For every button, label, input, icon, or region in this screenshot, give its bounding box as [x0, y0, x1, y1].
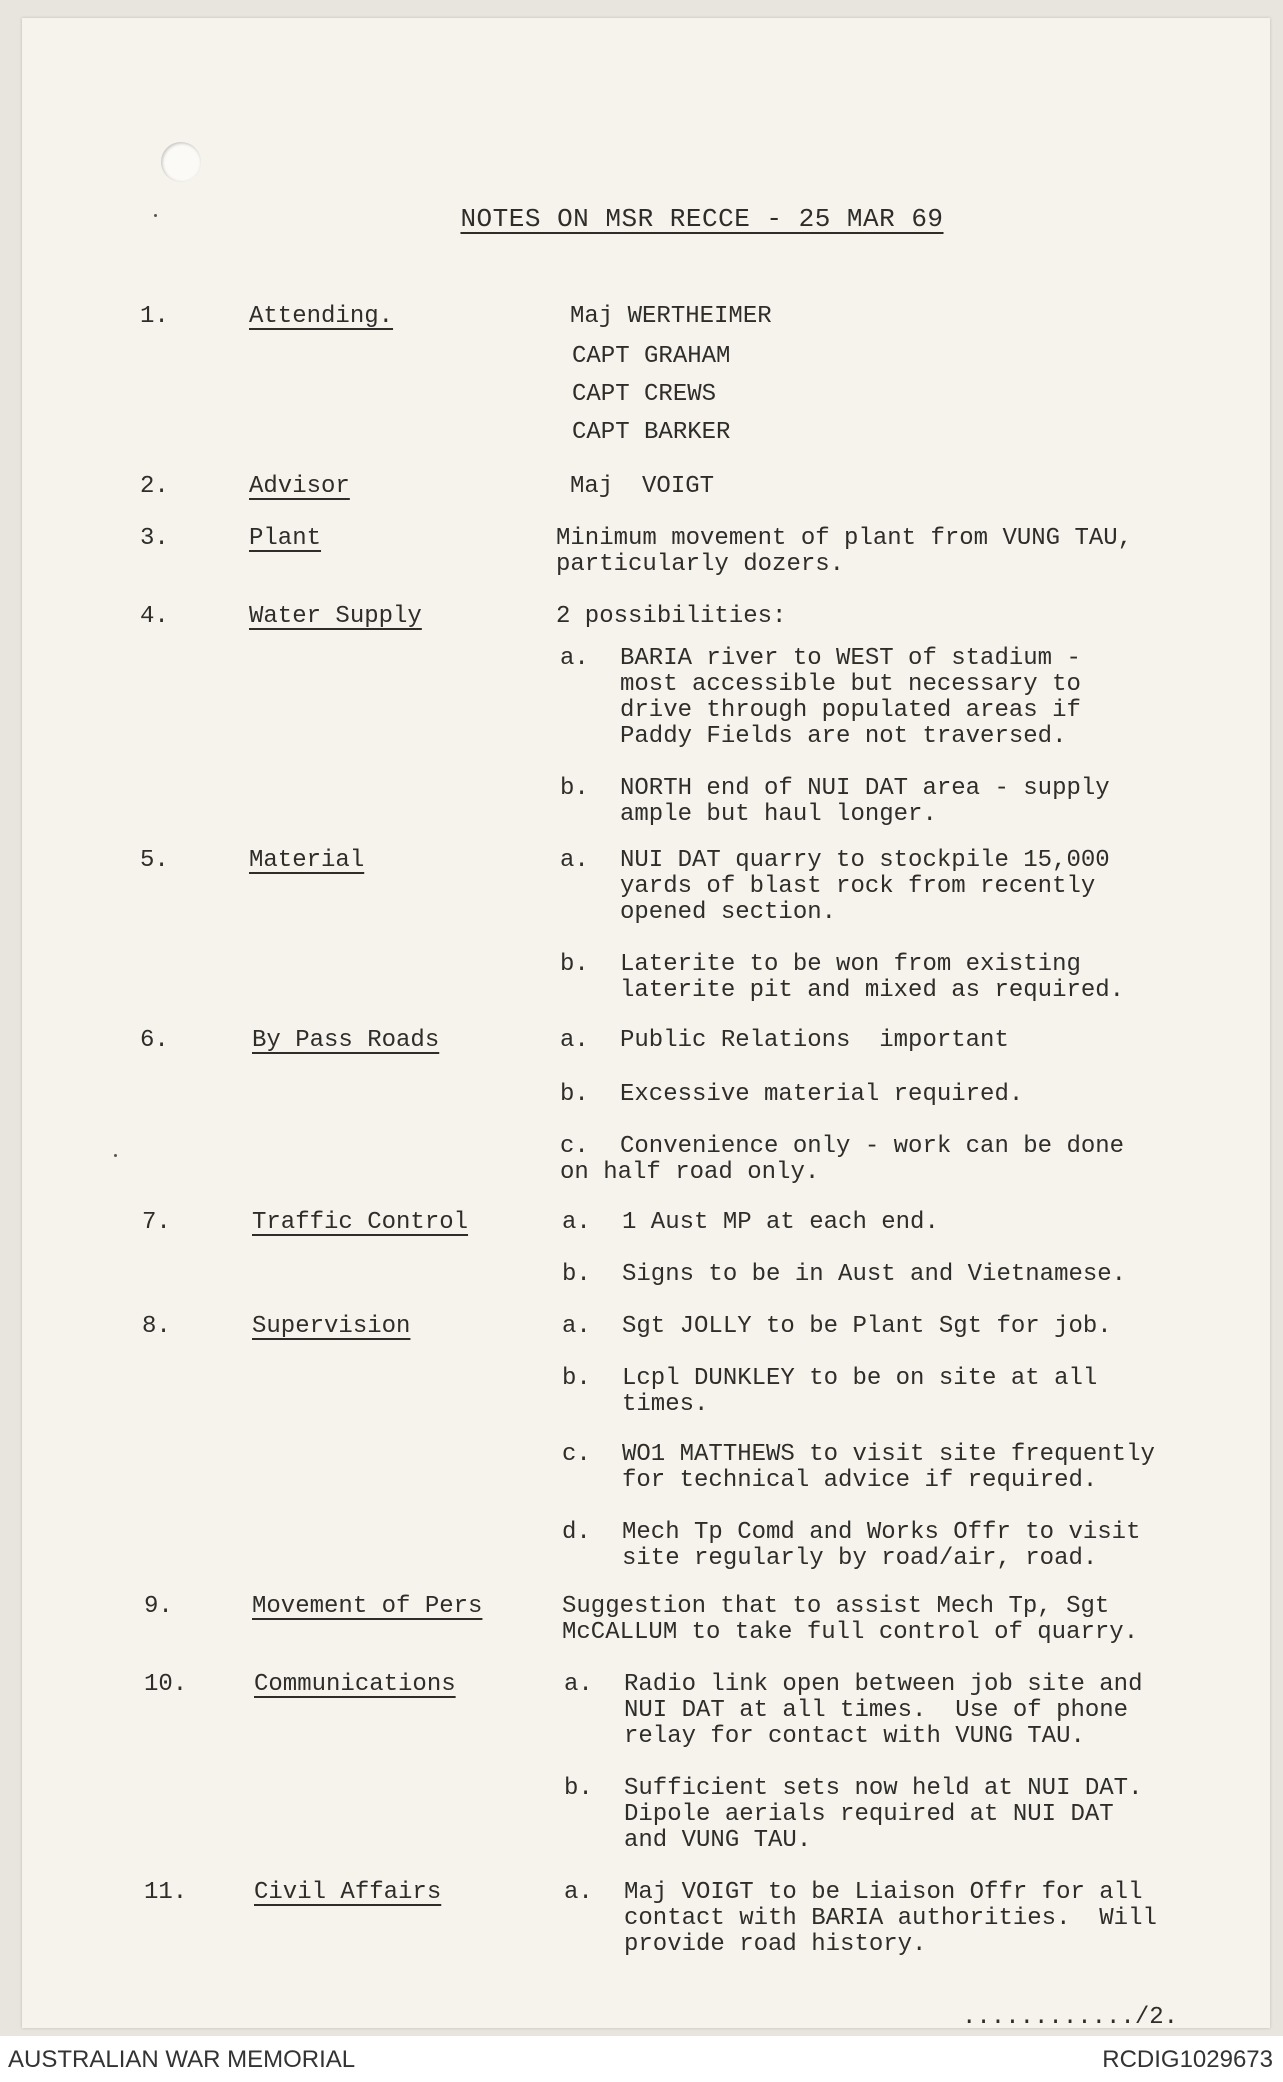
item-line: contact with BARIA authorities. Will	[624, 1905, 1157, 1932]
punch-hole	[161, 142, 201, 182]
item-line: relay for contact with VUNG TAU.	[624, 1723, 1085, 1750]
archive-id: RCDIG1029673	[1102, 2046, 1273, 2073]
section-number: 6.	[140, 1027, 169, 1054]
section-number: 2.	[140, 473, 169, 500]
item-label: b.	[560, 1081, 589, 1108]
item-label: b.	[560, 775, 589, 802]
section-heading: Supervision	[252, 1313, 411, 1340]
section-line: McCALLUM to take full control of quarry.	[562, 1619, 1139, 1646]
archive-name: AUSTRALIAN WAR MEMORIAL	[8, 2046, 356, 2073]
item-line: yards of blast rock from recently	[620, 873, 1096, 900]
item-line: Maj VOIGT to be Liaison Offr for all	[624, 1879, 1143, 1906]
item-label: a.	[562, 1313, 591, 1340]
section-heading: By Pass Roads	[252, 1027, 440, 1054]
item-line: Public Relations important	[620, 1027, 1009, 1054]
section-line: Maj WERTHEIMER	[570, 303, 772, 330]
item-line: BARIA river to WEST of stadium -	[620, 645, 1081, 672]
item-label: b.	[562, 1261, 591, 1288]
item-line: 1 Aust MP at each end.	[622, 1209, 939, 1236]
item-label: a.	[564, 1879, 593, 1906]
section-line: Maj VOIGT	[570, 473, 715, 500]
section-line: CAPT BARKER	[572, 419, 731, 446]
page-continuation: ............/2.	[962, 2004, 1179, 2031]
section-number: 11.	[144, 1879, 188, 1906]
section-number: 9.	[144, 1593, 173, 1620]
item-line: NORTH end of NUI DAT area - supply	[620, 775, 1110, 802]
section-heading: Attending.	[249, 303, 394, 330]
item-label: c.	[562, 1441, 591, 1468]
section-number: 1.	[140, 303, 169, 330]
section-number: 7.	[142, 1209, 171, 1236]
section-line: CAPT GRAHAM	[572, 343, 731, 370]
section-line: CAPT CREWS	[572, 381, 717, 408]
item-line: times.	[622, 1391, 709, 1418]
item-line: Sgt JOLLY to be Plant Sgt for job.	[622, 1313, 1112, 1340]
section-heading: Plant	[249, 525, 322, 552]
item-line: drive through populated areas if	[620, 697, 1081, 724]
item-line: laterite pit and mixed as required.	[620, 977, 1125, 1004]
section-line: Suggestion that to assist Mech Tp, Sgt	[562, 1593, 1110, 1620]
section-heading: Traffic Control	[252, 1209, 469, 1236]
item-line: NUI DAT quarry to stockpile 15,000	[620, 847, 1110, 874]
item-label: a.	[562, 1209, 591, 1236]
item-line: Mech Tp Comd and Works Offr to visit	[622, 1519, 1141, 1546]
archive-watermark-bar	[0, 2036, 1283, 2082]
section-heading: Water Supply	[249, 603, 422, 630]
section-heading: Civil Affairs	[254, 1879, 442, 1906]
item-label: c.	[560, 1133, 589, 1160]
section-heading: Communications	[254, 1671, 456, 1698]
item-label: b.	[562, 1365, 591, 1392]
section-intro: 2 possibilities:	[556, 603, 787, 630]
section-line: Minimum movement of plant from VUNG TAU,	[556, 525, 1133, 552]
document-page	[22, 18, 1270, 2031]
item-line: ample but haul longer.	[620, 801, 937, 828]
section-number: 8.	[142, 1313, 171, 1340]
item-line: Paddy Fields are not traversed.	[620, 723, 1067, 750]
section-line: particularly dozers.	[556, 551, 845, 578]
section-number: 4.	[140, 603, 169, 630]
item-label: b.	[560, 951, 589, 978]
item-line: on half road only.	[560, 1159, 820, 1186]
item-line: Radio link open between job site and	[624, 1671, 1143, 1698]
item-line: Lcpl DUNKLEY to be on site at all	[622, 1365, 1098, 1392]
item-label: b.	[564, 1775, 593, 1802]
item-line: site regularly by road/air, road.	[622, 1545, 1098, 1572]
item-line: NUI DAT at all times. Use of phone	[624, 1697, 1129, 1724]
item-line: most accessible but necessary to	[620, 671, 1081, 698]
section-heading: Advisor	[249, 473, 350, 500]
item-line: provide road history.	[624, 1931, 927, 1958]
item-line: and VUNG TAU.	[624, 1827, 812, 1854]
section-heading: Movement of Pers	[252, 1593, 483, 1620]
section-number: 5.	[140, 847, 169, 874]
paper-speck	[114, 1154, 117, 1157]
item-line: Convenience only - work can be done	[620, 1133, 1125, 1160]
item-line: WO1 MATTHEWS to visit site frequently	[622, 1441, 1155, 1468]
item-line: Sufficient sets now held at NUI DAT.	[624, 1775, 1143, 1802]
item-line: opened section.	[620, 899, 837, 926]
item-label: a.	[560, 1027, 589, 1054]
item-line: for technical advice if required.	[622, 1467, 1098, 1494]
section-number: 3.	[140, 525, 169, 552]
item-label: a.	[560, 847, 589, 874]
section-number: 10.	[144, 1671, 188, 1698]
item-line: Signs to be in Aust and Vietnamese.	[622, 1261, 1127, 1288]
item-label: a.	[564, 1671, 593, 1698]
item-line: Excessive material required.	[620, 1081, 1024, 1108]
item-label: a.	[560, 645, 589, 672]
section-heading: Material	[249, 847, 365, 874]
item-line: Dipole aerials required at NUI DAT	[624, 1801, 1114, 1828]
item-label: d.	[562, 1519, 591, 1546]
item-line: Laterite to be won from existing	[620, 951, 1081, 978]
document-title: NOTES ON MSR RECCE - 25 MAR 69	[460, 204, 944, 234]
